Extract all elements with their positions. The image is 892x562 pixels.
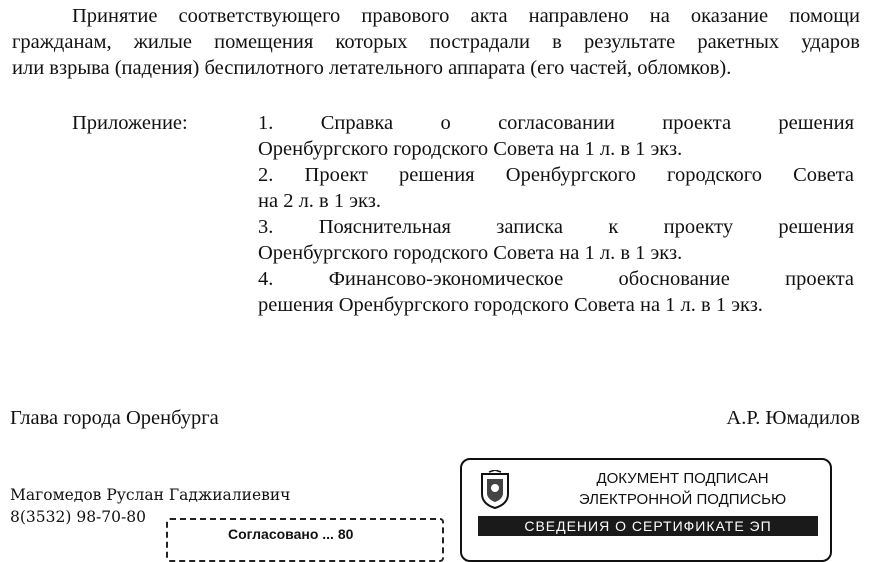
electronic-signature-block (460, 458, 832, 562)
esig-title-line: ДОКУМЕНТ ПОДПИСАН (596, 470, 769, 487)
signatory-position: Глава города Оренбурга (10, 407, 219, 429)
attachment-line: 3. Пояснительная записка к проекту решения (258, 216, 854, 238)
certificate-info-bar: СВЕДЕНИЯ О СЕРТИФИКАТЕ ЭП (478, 516, 818, 536)
paragraph-line: или взрыва (падения) беспилотного летательного аппарата (его частей, обломков). (12, 57, 732, 79)
attachments-list (258, 110, 854, 318)
esig-title-line: ЭЛЕКТРОННОЙ ПОДПИСЬЮ (578, 491, 787, 508)
paragraph-line: гражданам, жилые помещения которых пострадали в результате ракетных ударов (12, 31, 860, 53)
signatory-name: А.Р. Юмадилов (726, 407, 860, 429)
paragraph-line: Принятие соответствующего правового акта направлено на оказание помощи (72, 5, 860, 27)
executor-name: Магомедов Руслан Гаджиалиевич (10, 486, 291, 504)
attachment-line: 2. Проект решения Оренбургского городского Совета (258, 164, 854, 186)
attachment-line: 4. Финансово-экономическое обоснование проекта (258, 268, 854, 290)
coat-of-arms-icon (478, 470, 512, 510)
executor-phone: 8(3532) 98-70-80 (10, 508, 146, 526)
attachments-label: Приложение: (72, 112, 188, 134)
attachment-line: решения Оренбургского городского Совета на 1 л. в 1 экз. (258, 294, 763, 316)
attachment-line: 1. Справка о согласовании проекта решения (258, 112, 854, 134)
attachment-line: Оренбургского городского Совета на 1 л. в 1 экз. (258, 138, 683, 160)
approval-stamp (166, 518, 444, 562)
attachment-line: на 2 л. в 1 экз. (258, 190, 381, 212)
esig-title (540, 468, 825, 510)
attachment-line: Оренбургского городского Совета на 1 л. в 1 экз. (258, 242, 683, 264)
stamp-text: Согласовано ... 80 (228, 526, 354, 542)
body-paragraph (12, 3, 860, 81)
